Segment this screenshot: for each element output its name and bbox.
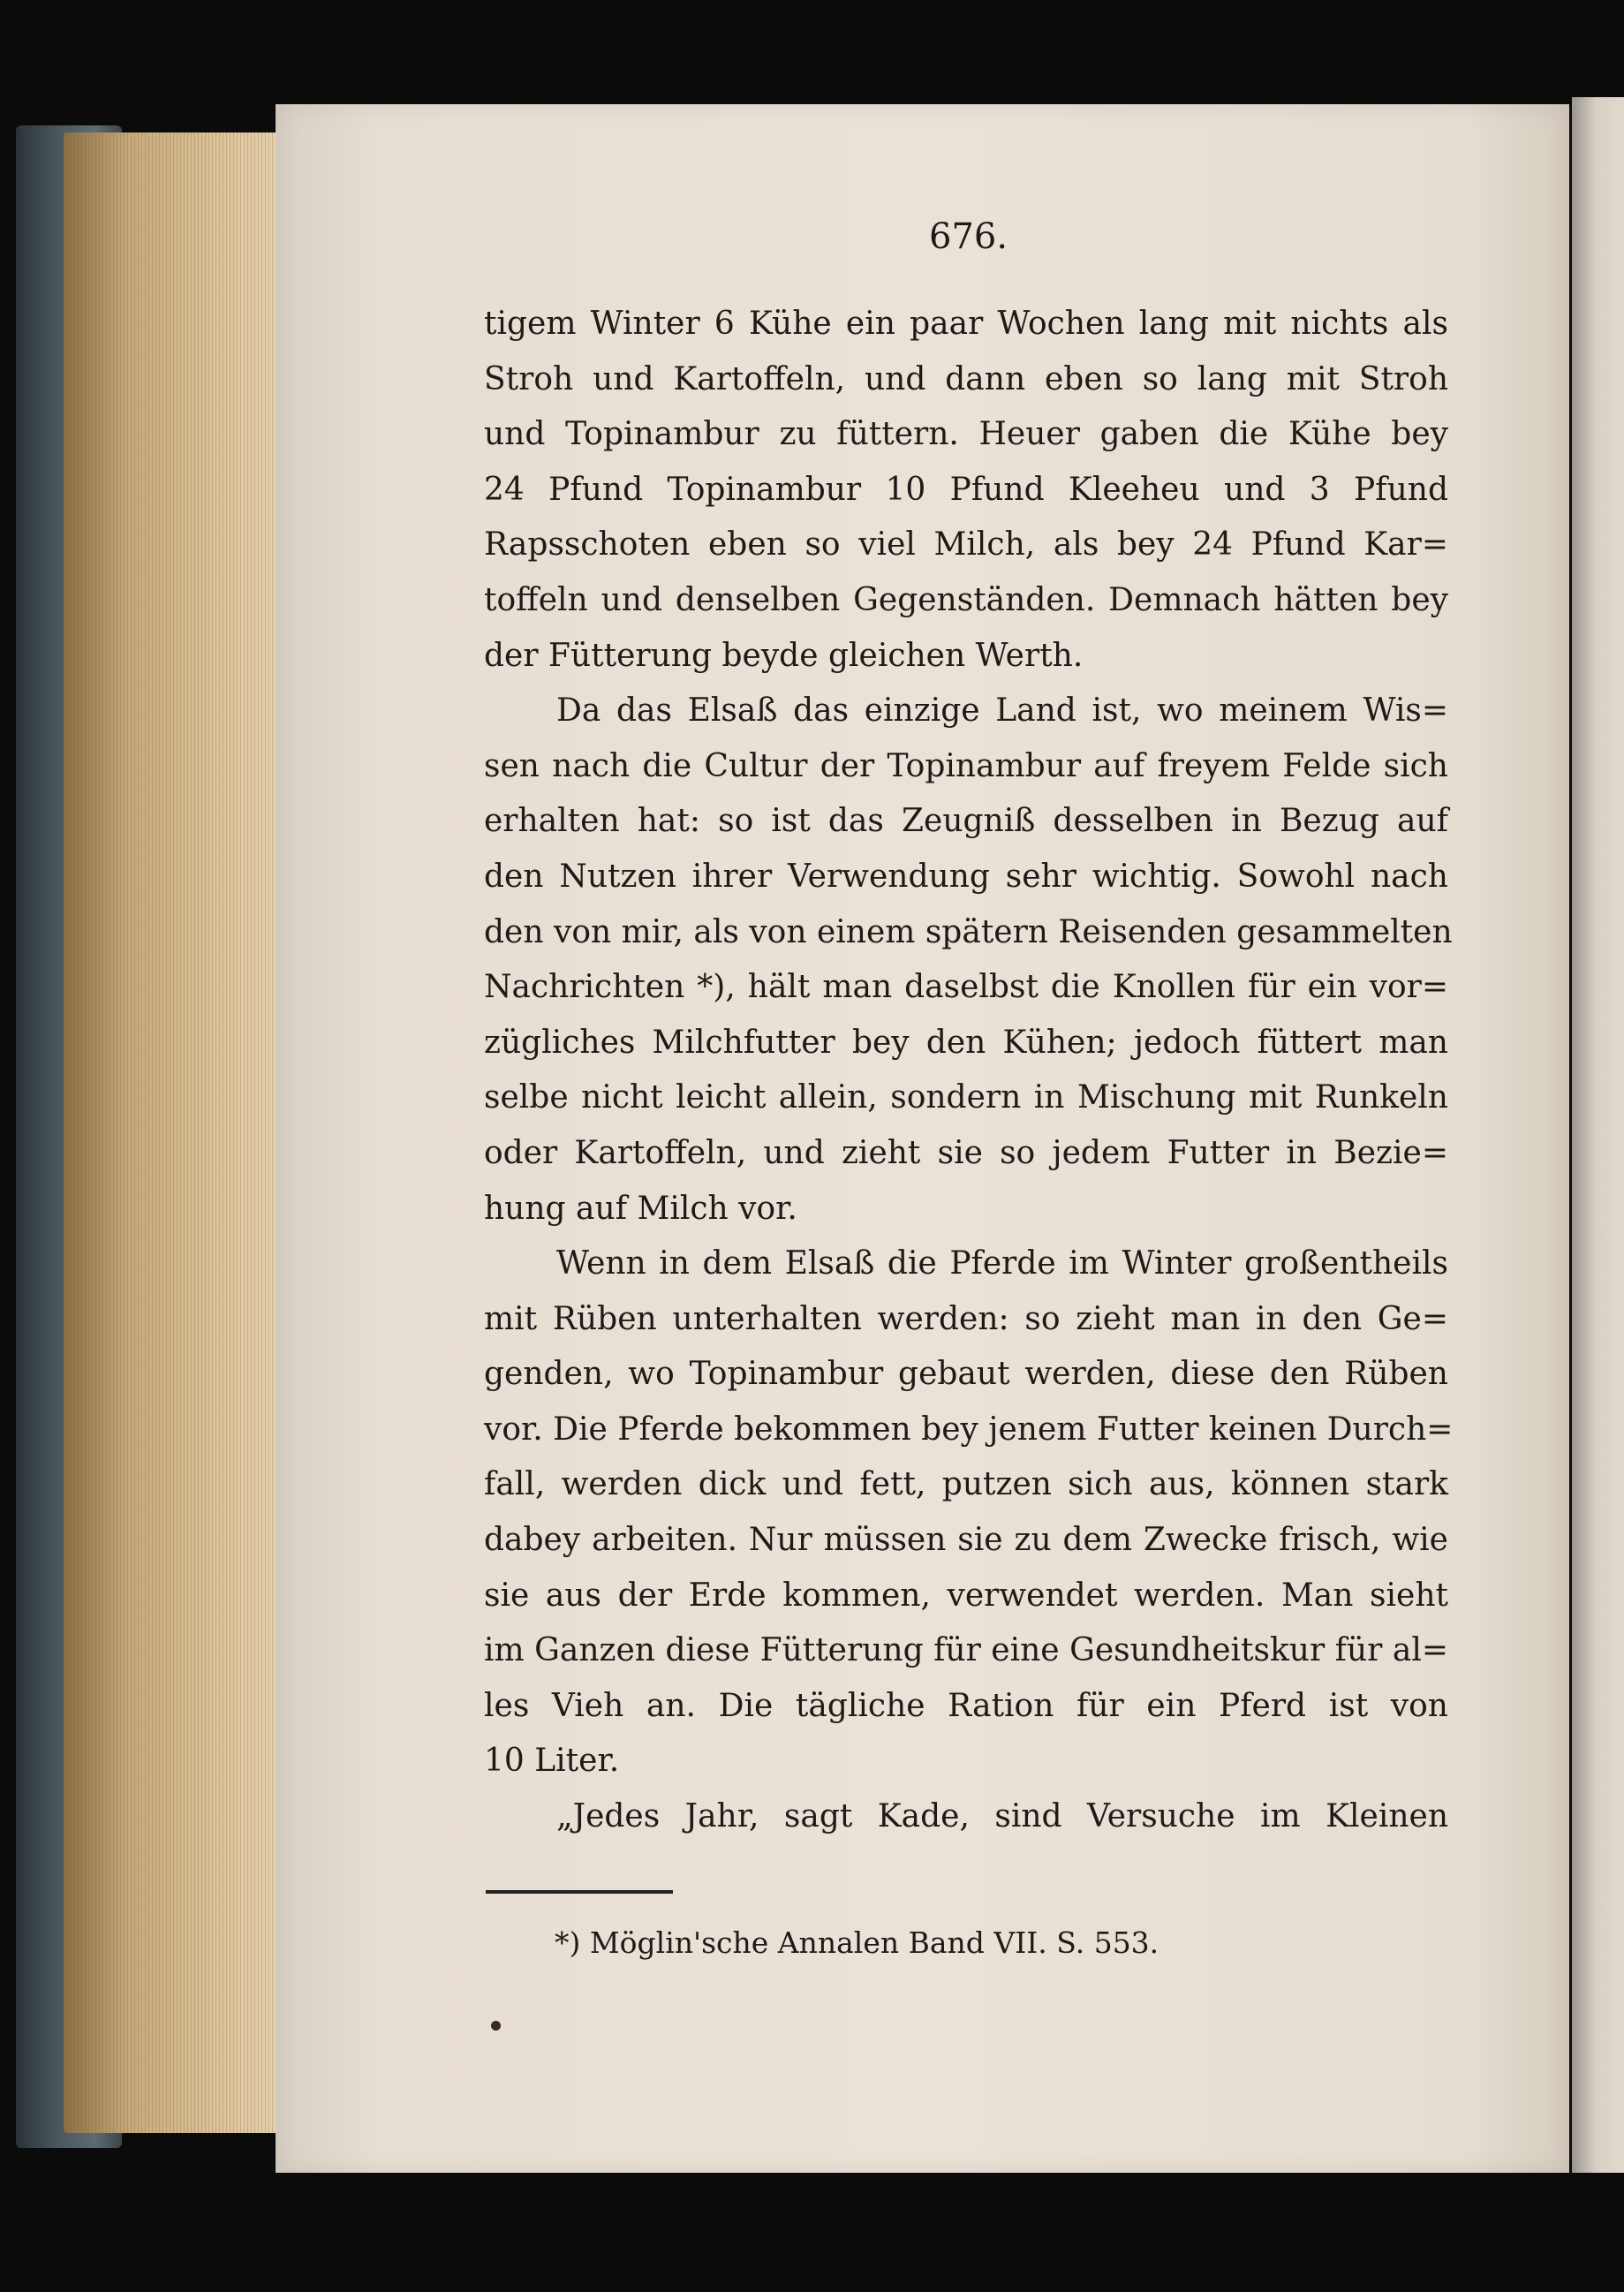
text-line: sen nach die Cultur der Topinambur auf freyem Felde sich — [484, 747, 1448, 784]
text-line: mit Rüben unterhalten werden: so zieht man in den Ge= — [484, 1300, 1448, 1337]
text-line: Da das Elsaß das einzige Land ist, wo meinem Wis= — [556, 692, 1448, 730]
text-line: genden, wo Topinambur gebaut werden, diese den Rüben — [484, 1356, 1448, 1393]
text-line: den Nutzen ihrer Verwendung sehr wichtig. Sowohl nach — [484, 858, 1448, 895]
text-line: dabey arbeiten. Nur müssen sie zu dem Zwecke frisch, wie — [484, 1522, 1448, 1559]
text-line: „Jedes Jahr, sagt Kade, sind Versuche im Kleinen — [556, 1798, 1448, 1835]
text-line: 10 Liter. — [484, 1743, 620, 1780]
text-line: oder Kartoffeln, und zieht sie so jedem Futter in Bezie= — [484, 1134, 1448, 1171]
text-line: der Fütterung beyde gleichen Werth. — [484, 637, 1084, 674]
page-body — [484, 297, 1454, 1845]
text-line: zügliches Milchfutter bey den Kühen; jedoch füttert man — [484, 1024, 1448, 1061]
text-line: selbe nicht leicht allein, sondern in Mischung mit Runkeln — [484, 1079, 1448, 1116]
text-line: fall, werden dick und fett, putzen sich aus, können stark — [484, 1466, 1448, 1503]
footnote: *) Möglin'sche Annalen Band VII. S. 553. — [555, 1925, 1159, 1960]
text-line: Stroh und Kartoffeln, und dann eben so lang mit Stroh — [484, 360, 1448, 397]
text-line: erhalten hat: so ist das Zeugniß desselben in Bezug auf — [484, 803, 1448, 840]
text-line: toffeln und denselben Gegenständen. Demnach hätten bey — [484, 581, 1448, 618]
page-number: 676. — [929, 216, 1008, 257]
text-line: sie aus der Erde kommen, verwendet werden. Man sieht — [484, 1577, 1448, 1614]
text-line: 24 Pfund Topinambur 10 Pfund Kleeheu und 3 Pfund — [484, 471, 1448, 508]
text-line: les Vieh an. Die tägliche Ration für ein Pferd ist von — [484, 1687, 1448, 1724]
text-line: Nachrichten *), hält man daselbst die Knollen für ein vor= — [484, 969, 1448, 1006]
text-line: Rapsschoten eben so viel Milch, als bey 24 Pfund Kar= — [484, 526, 1448, 564]
text-line: den von mir, als von einem spätern Reisenden gesammelten — [484, 913, 1453, 950]
ink-spot — [491, 2021, 501, 2031]
text-line: tigem Winter 6 Kühe ein paar Wochen lang mit nichts als — [484, 306, 1448, 342]
footnote-rule — [486, 1890, 673, 1894]
facing-page-edge — [1572, 97, 1624, 2173]
text-line: und Topinambur zu füttern. Heuer gaben die Kühe bey — [484, 416, 1448, 453]
text-line: Wenn in dem Elsaß die Pferde im Winter großentheils — [556, 1245, 1448, 1282]
text-line: vor. Die Pferde bekommen bey jenem Futter keinen Durch= — [484, 1411, 1454, 1448]
page-edges — [64, 132, 284, 2133]
text-line: hung auf Milch vor. — [484, 1190, 797, 1227]
text-line: im Ganzen diese Fütterung für eine Gesundheitskur für al= — [484, 1632, 1448, 1669]
